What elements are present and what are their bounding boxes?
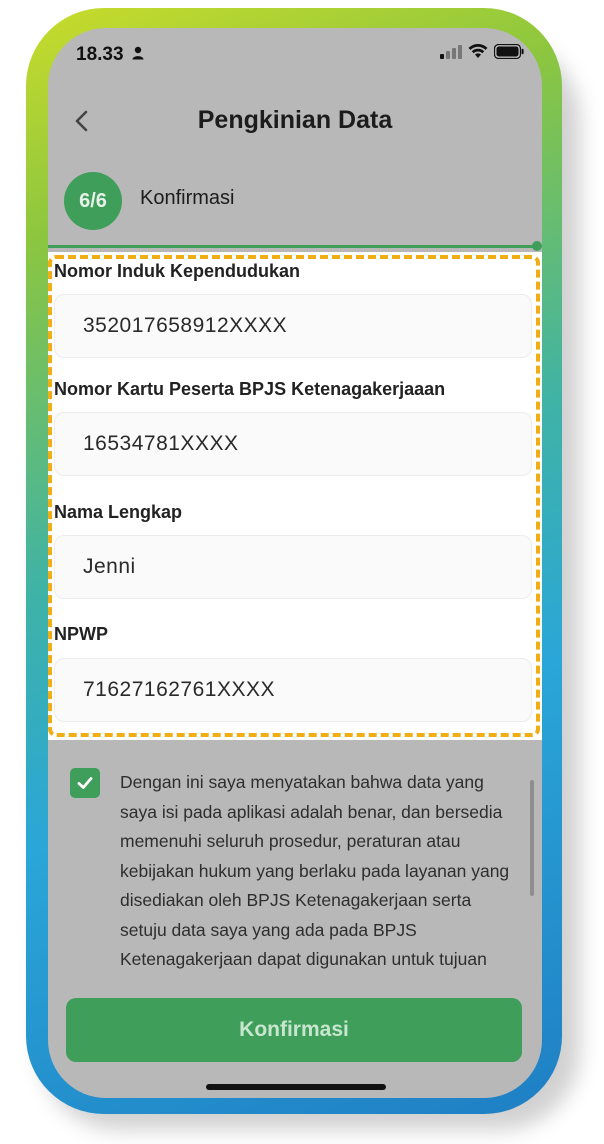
confirm-button[interactable]: Konfirmasi	[66, 998, 522, 1062]
full-name-field[interactable]: Jenni	[54, 535, 532, 599]
phone-screen	[48, 28, 542, 1098]
battery-icon	[494, 44, 524, 59]
nik-label: Nomor Induk Kependudukan	[54, 261, 301, 281]
status-time	[76, 44, 144, 66]
person-icon	[132, 46, 144, 60]
progress-end-dot	[532, 241, 542, 251]
step-label: Konfirmasi	[140, 187, 235, 209]
status-time-text: 18.33	[76, 44, 124, 65]
npwp-field[interactable]: 71627162761XXXX	[54, 658, 532, 722]
highlight-dashed-border	[48, 255, 540, 737]
npwp-label: NPWP	[54, 624, 108, 644]
step-badge: 6/6	[64, 172, 122, 230]
bpjs-card-label: Nomor Kartu Peserta BPJS Ketenagakerjaaan	[54, 379, 446, 399]
home-indicator	[206, 1084, 386, 1090]
wifi-icon	[468, 44, 488, 59]
scrollbar[interactable]	[530, 780, 534, 896]
signal-icon	[440, 45, 462, 59]
full-name-label: Nama Lengkap	[54, 502, 183, 522]
bpjs-card-field[interactable]: 16534781XXXX	[54, 412, 532, 476]
progress-bar	[48, 245, 537, 248]
agreement-checkbox[interactable]	[70, 768, 100, 798]
nik-field[interactable]: 352017658912XXXX	[54, 294, 532, 358]
status-icons	[440, 44, 524, 59]
checkmark-icon	[75, 773, 95, 793]
agreement-text: Dengan ini saya menyatakan bahwa data yang saya isi pada aplikasi adalah benar, dan bersedia memenuhi seluruh prosedur, peraturan atau kebijakan hukum yang berlaku pada layanan yang disediakan oleh BPJS Ketenagakerjaan serta setuju data saya yang ada pada BPJS Ketenagakerjaan dapat digunakan untuk tujuan	[120, 772, 510, 969]
page-title: Pengkinian Data	[197, 106, 393, 134]
